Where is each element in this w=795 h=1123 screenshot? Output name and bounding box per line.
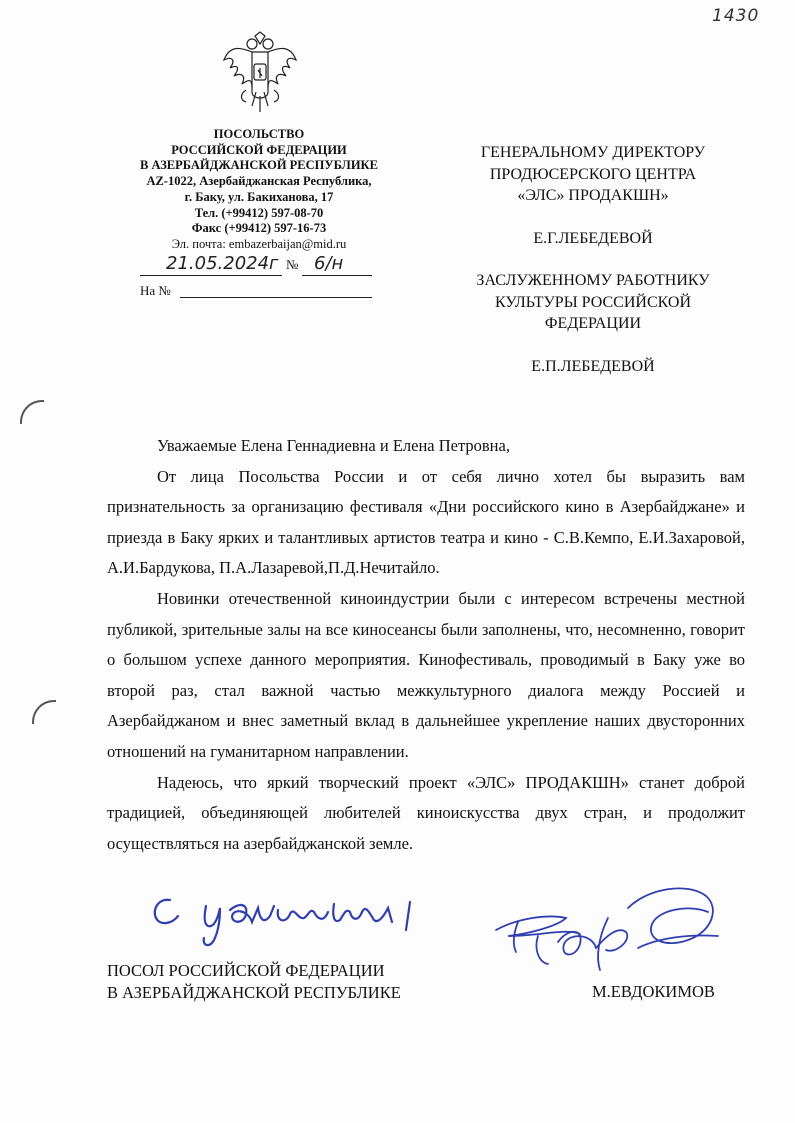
recipient-name-1: Е.Г.ЛЕБЕДЕВОЙ — [533, 229, 653, 247]
recipient-line-2: ПРОДЮСЕРСКОГО ЦЕНТРА — [489, 165, 697, 183]
recipient-line-5: КУЛЬТУРЫ РОССИЙСКОЙ — [494, 293, 691, 311]
sender-address-line-2: г. Баку, ул. Бакиханова, 17 — [184, 189, 334, 204]
sender-address-line-1: AZ-1022, Азербайджанская Республика, — [146, 174, 372, 189]
recipient-line-1: ГЕНЕРАЛЬНОМУ ДИРЕКТОРУ — [480, 144, 706, 161]
signatory-title — [107, 960, 401, 1004]
coat-of-arms-emblem-icon — [222, 30, 298, 114]
recipient-block — [440, 142, 746, 377]
handwritten-number: 6/н — [314, 253, 344, 274]
punch-hole-mark — [32, 700, 56, 724]
paragraph-2: Новинки отечественной киноиндустрии были с интересом встречены местной публикой, зрительные залы на все киносеансы были заполнены, что, несомненно, говорит о большом успехе данного мероприятия. Кинофестиваль, проводимый в Баку уже во второй раз, стал важной частью межкультурного диалога между Россией и Азербайджаном и внес заметный вклад в дальнейшее укрепление наших двусторонних отношений на гуманитарном направлении. — [107, 588, 745, 761]
signature — [488, 878, 738, 988]
paragraph-1: От лица Посольства России и от себя лично хотел бы выразить вам признательность за организацию фестиваля «Дни российского кино в Азербайджане» и приезда в Баку ярких и талантливых артистов театра и кино - С.В.Кемпо, Е.И.Захаровой, А.И.Бардукова, П.А.Лазаревой,П.Д.Нечитайло. — [107, 466, 745, 578]
sender-name-line-1: ПОСОЛЬСТВО — [213, 127, 305, 141]
on-number-label: На № — [140, 283, 171, 298]
sender-email: Эл. почта: embazerbaijan@mid.ru — [171, 236, 347, 251]
greeting: Уважаемые Елена Геннадиевна и Елена Петровна, — [157, 436, 510, 455]
signatory-name: М.ЕВДОКИМОВ — [592, 982, 715, 1001]
letter-body — [107, 431, 745, 859]
punch-hole-mark — [20, 400, 44, 424]
date-underline — [140, 275, 282, 276]
recipient-line-6: ФЕДЕРАЦИИ — [544, 315, 642, 332]
sender-phone: Тел. (+99412) 597-08-70 — [194, 205, 324, 220]
handwritten-date: 21.05.2024г — [166, 253, 279, 274]
recipient-line-4: ЗАСЛУЖЕННОМУ РАБОТНИКУ — [476, 272, 710, 289]
handwritten-closing — [148, 880, 428, 950]
paragraph-3: Надеюсь, что яркий творческий проект «ЭЛС» ПРОДАКШН» станет доброй традицией, объединяющей любителей киноискусства двух стран, и продолжит осуществляться на азербайджанской земле. — [107, 772, 745, 853]
sender-name-line-3: В АЗЕРБАЙДЖАНСКОЙ РЕСПУБЛИКЕ — [140, 158, 378, 173]
signatory-title-line-2: В АЗЕРБАЙДЖАНСКОЙ РЕСПУБЛИКЕ — [107, 983, 401, 1002]
on-number-underline — [180, 297, 372, 298]
recipient-name-2: Е.П.ЛЕБЕДЕВОЙ — [531, 357, 655, 375]
sender-name-line-2: РОССИЙСКОЙ ФЕДЕРАЦИИ — [171, 142, 347, 157]
sender-block — [120, 127, 398, 253]
number-label: № — [286, 257, 299, 272]
sender-fax: Факс (+99412) 597-16-73 — [191, 221, 327, 236]
signatory-title-line-1: ПОСОЛ РОССИЙСКОЙ ФЕДЕРАЦИИ — [107, 961, 385, 980]
handwritten-registration-number: 1430 — [712, 6, 760, 26]
recipient-line-3: «ЭЛС» ПРОДАКШН» — [517, 187, 669, 204]
number-underline — [302, 275, 372, 276]
